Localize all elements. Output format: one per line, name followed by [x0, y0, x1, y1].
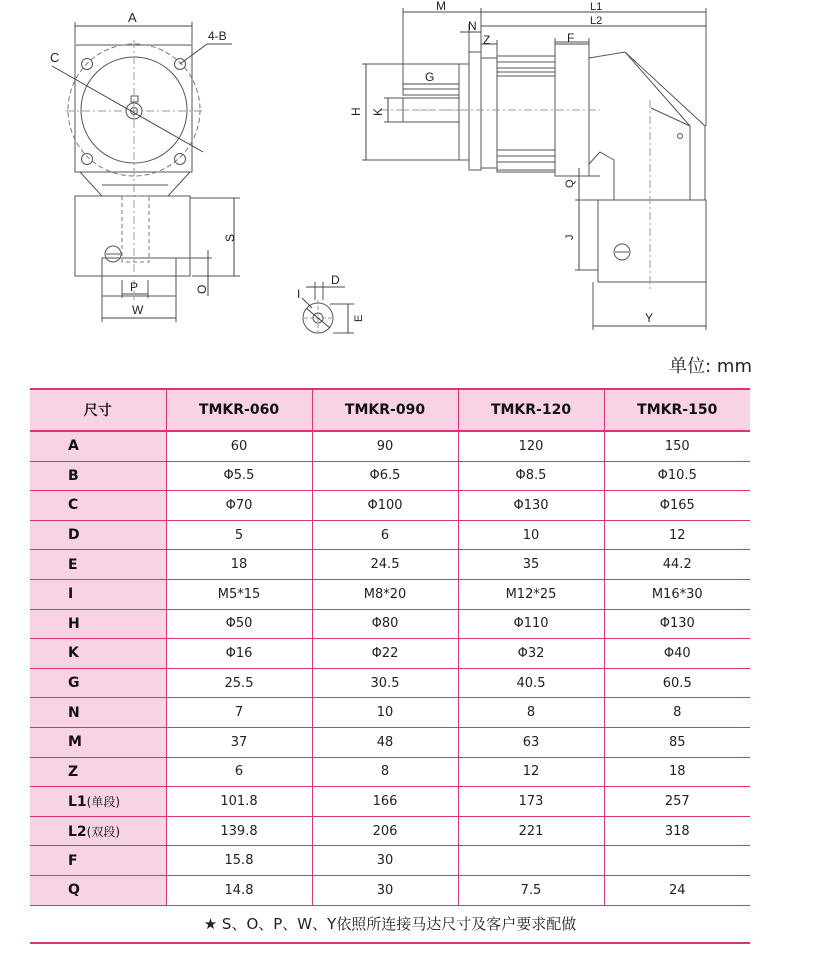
- table-cell: Φ32: [458, 639, 604, 669]
- table-cell: Φ8.5: [458, 461, 604, 491]
- table-header-row: [30, 389, 750, 431]
- label-J: J: [564, 234, 576, 240]
- table-cell: 206: [312, 816, 458, 846]
- table-cell: 25.5: [166, 668, 312, 698]
- table-row: [30, 875, 750, 905]
- label-H: H: [349, 107, 363, 116]
- table-header: TMKR-150: [604, 389, 750, 431]
- table-cell: Φ6.5: [312, 461, 458, 491]
- technical-drawings: [0, 0, 815, 345]
- table-cell: 8: [604, 698, 750, 728]
- table-cell: 6: [166, 757, 312, 787]
- table-cell: [458, 846, 604, 876]
- table-cell: 30: [312, 846, 458, 876]
- row-key: [30, 727, 166, 757]
- table-cell: M5*15: [166, 579, 312, 609]
- row-key: [30, 639, 166, 669]
- label-W: W: [132, 303, 144, 317]
- label-E: E: [353, 314, 365, 322]
- table-header: TMKR-060: [166, 389, 312, 431]
- table-cell: 221: [458, 816, 604, 846]
- row-key: [30, 668, 166, 698]
- table-row: [30, 639, 750, 669]
- table-cell: 10: [312, 698, 458, 728]
- table-cell: 173: [458, 787, 604, 817]
- label-G: G: [425, 70, 435, 84]
- table-header: 尺寸: [30, 389, 166, 431]
- table-cell: 12: [458, 757, 604, 787]
- table-header: TMKR-120: [458, 389, 604, 431]
- table-cell: Φ130: [458, 491, 604, 521]
- table-cell: M16*30: [604, 579, 750, 609]
- label-O: O: [195, 284, 209, 294]
- row-key-label: F: [68, 852, 78, 869]
- row-key-label: H: [68, 615, 80, 632]
- row-key: [30, 787, 166, 817]
- row-key: [30, 846, 166, 876]
- table-cell: 6: [312, 520, 458, 550]
- table-cell: 318: [604, 816, 750, 846]
- table-cell: 139.8: [166, 816, 312, 846]
- unit-label: 单位: mm: [669, 356, 752, 377]
- shaft-end-drawing: [302, 282, 354, 336]
- row-key-label: L1: [68, 793, 87, 810]
- table-row: [30, 727, 750, 757]
- row-key-sub: (单段): [86, 794, 121, 809]
- label-A: A: [128, 10, 137, 25]
- table-cell: Φ22: [312, 639, 458, 669]
- table-cell: Φ70: [166, 491, 312, 521]
- side-view-drawing: [362, 8, 706, 330]
- label-C: C: [50, 50, 60, 65]
- label-Y: Y: [645, 311, 654, 325]
- row-key-label: I: [68, 586, 74, 603]
- row-key-label: Q: [68, 882, 80, 899]
- table-body: [30, 431, 750, 905]
- label-S: S: [223, 233, 237, 242]
- label-Z: Z: [483, 33, 491, 47]
- table-cell: [604, 846, 750, 876]
- row-key: [30, 431, 166, 461]
- table-cell: Φ80: [312, 609, 458, 639]
- table-row: [30, 757, 750, 787]
- table-cell: 37: [166, 727, 312, 757]
- row-key: [30, 698, 166, 728]
- row-key-sub: (双段): [86, 824, 121, 839]
- row-key-label: E: [68, 556, 78, 573]
- row-key-label: N: [68, 704, 80, 721]
- table-cell: 60.5: [604, 668, 750, 698]
- table-row: [30, 816, 750, 846]
- row-key-label: A: [68, 438, 79, 455]
- table-cell: 18: [166, 550, 312, 580]
- row-key: [30, 757, 166, 787]
- label-L2: L2: [590, 15, 603, 27]
- table-cell: Φ100: [312, 491, 458, 521]
- table-cell: 63: [458, 727, 604, 757]
- table-cell: 101.8: [166, 787, 312, 817]
- spec-table: [30, 388, 750, 944]
- row-key: [30, 461, 166, 491]
- table-cell: 257: [604, 787, 750, 817]
- table-row: [30, 491, 750, 521]
- table-cell: Φ165: [604, 491, 750, 521]
- table-cell: 10: [458, 520, 604, 550]
- table-row: [30, 431, 750, 461]
- row-key-label: C: [68, 497, 79, 514]
- table-cell: 18: [604, 757, 750, 787]
- label-I: I: [297, 287, 301, 301]
- row-key: [30, 550, 166, 580]
- row-key-label: L2: [68, 823, 87, 840]
- table-cell: Φ16: [166, 639, 312, 669]
- row-key-label: D: [68, 527, 80, 544]
- label-F: F: [567, 31, 575, 45]
- table-cell: 150: [604, 431, 750, 461]
- row-key-label: K: [68, 645, 79, 662]
- label-P: P: [130, 280, 139, 294]
- table-cell: 44.2: [604, 550, 750, 580]
- table-cell: Φ50: [166, 609, 312, 639]
- table-cell: 35: [458, 550, 604, 580]
- row-key: [30, 609, 166, 639]
- table-cell: 24: [604, 875, 750, 905]
- label-N: N: [468, 19, 477, 33]
- table-cell: Φ40: [604, 639, 750, 669]
- row-key-label: M: [68, 734, 82, 751]
- label-D: D: [331, 273, 340, 287]
- label-L1: L1: [590, 1, 603, 13]
- footnote: ★ S、O、P、W、Y依照所连接马达尺寸及客户要求配做: [30, 905, 750, 943]
- footnote-row: [30, 905, 750, 943]
- label-M: M: [436, 0, 446, 13]
- table-cell: 48: [312, 727, 458, 757]
- table-row: [30, 520, 750, 550]
- table-header: TMKR-090: [312, 389, 458, 431]
- table-row: [30, 787, 750, 817]
- table-cell: Φ10.5: [604, 461, 750, 491]
- table-cell: 7.5: [458, 875, 604, 905]
- table-row: [30, 846, 750, 876]
- row-key-label: G: [68, 675, 80, 692]
- row-key-label: Z: [68, 763, 79, 780]
- table-cell: 5: [166, 520, 312, 550]
- table-cell: Φ110: [458, 609, 604, 639]
- table-cell: 60: [166, 431, 312, 461]
- table-cell: 85: [604, 727, 750, 757]
- table-cell: 8: [458, 698, 604, 728]
- table-cell: Φ5.5: [166, 461, 312, 491]
- table-cell: 30.5: [312, 668, 458, 698]
- row-key: [30, 579, 166, 609]
- table-cell: 14.8: [166, 875, 312, 905]
- table-cell: 12: [604, 520, 750, 550]
- row-key: [30, 816, 166, 846]
- table-cell: 24.5: [312, 550, 458, 580]
- front-view-drawing: [52, 22, 240, 322]
- row-key: [30, 520, 166, 550]
- table-row: [30, 609, 750, 639]
- table-cell: 90: [312, 431, 458, 461]
- table-row: [30, 461, 750, 491]
- table-cell: 40.5: [458, 668, 604, 698]
- table-cell: 7: [166, 698, 312, 728]
- table-cell: 30: [312, 875, 458, 905]
- label-K: K: [371, 107, 385, 116]
- table-row: [30, 579, 750, 609]
- row-key: [30, 491, 166, 521]
- table-cell: M12*25: [458, 579, 604, 609]
- table-cell: Φ130: [604, 609, 750, 639]
- table-cell: 166: [312, 787, 458, 817]
- label-Q: Q: [564, 179, 576, 188]
- table-cell: 8: [312, 757, 458, 787]
- row-key-label: B: [68, 467, 79, 484]
- table-row: [30, 550, 750, 580]
- table-cell: 120: [458, 431, 604, 461]
- table-cell: 15.8: [166, 846, 312, 876]
- label-4-B: 4-B: [208, 29, 227, 43]
- table-row: [30, 668, 750, 698]
- row-key: [30, 875, 166, 905]
- table-row: [30, 698, 750, 728]
- table-cell: M8*20: [312, 579, 458, 609]
